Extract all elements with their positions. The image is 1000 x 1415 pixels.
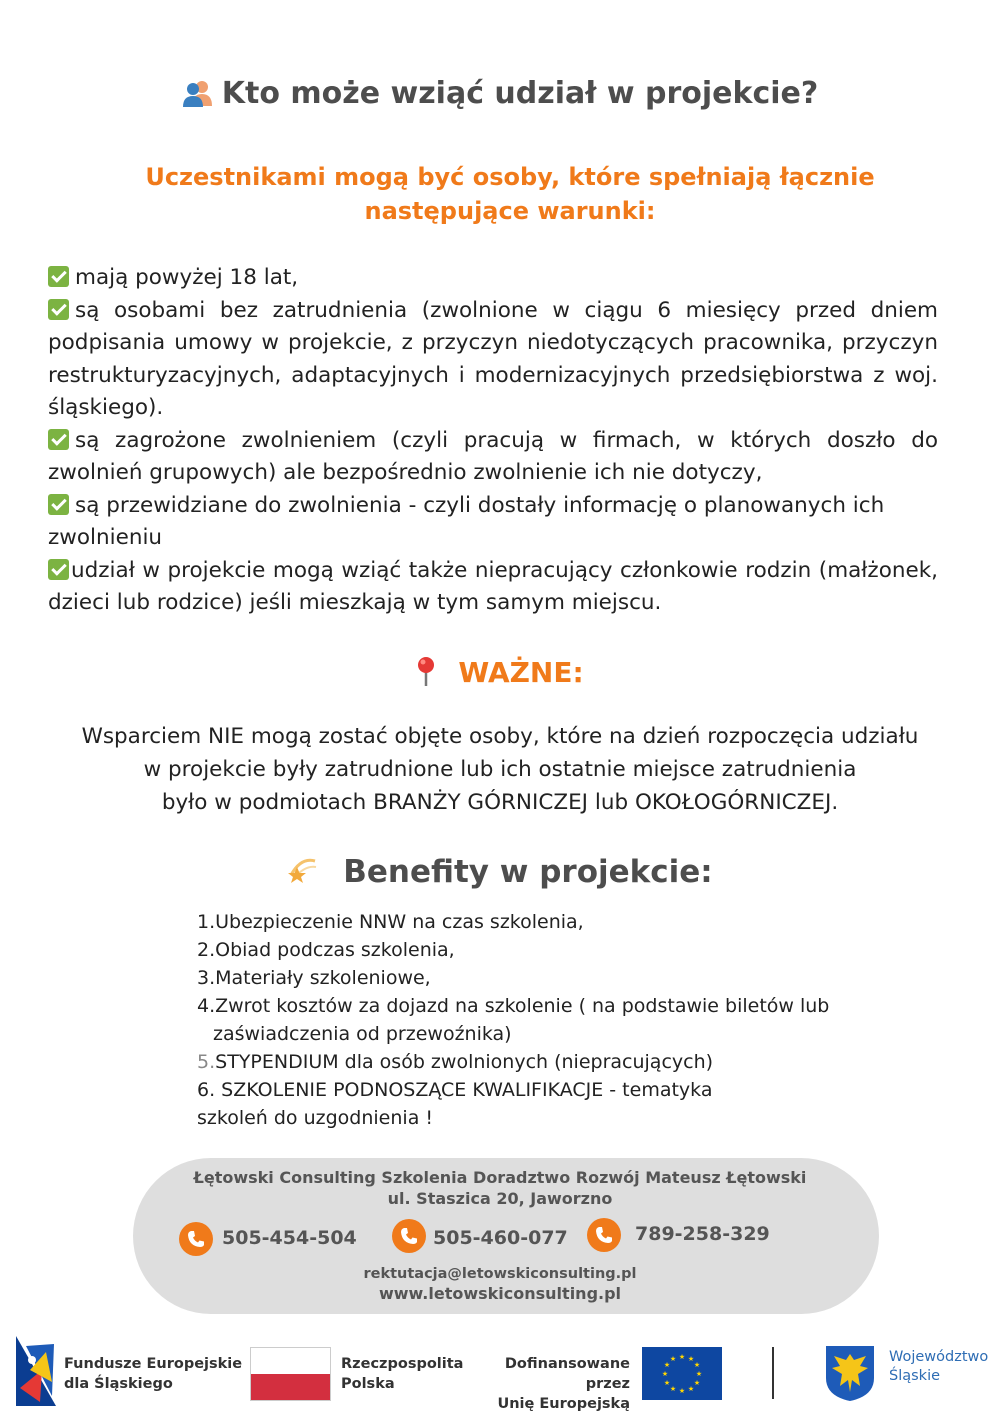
benefits-list — [197, 908, 857, 1132]
svg-text:★: ★ — [678, 1387, 686, 1395]
benefits-heading — [0, 854, 1000, 893]
list-item-continuation: zaświadczenia od przewoźnika) — [213, 1023, 512, 1045]
fe-line: Fundusze Europejskie — [64, 1356, 243, 1372]
important-line: w projekcie były zatrudnione lub ich ostatnie miejsce zatrudnienia — [143, 757, 857, 782]
svg-text:★: ★ — [663, 1379, 671, 1387]
rp-text — [341, 1354, 463, 1394]
email-link[interactable]: rektutacja@letowskiconsulting.pl — [363, 1266, 637, 1282]
condition-text: są zagrożone zwolnieniem (czyli pracują w firmach, w których doszło do zwolnień grupowych) ale bezpośrednio zwolnienie ich nie dotyczy, — [48, 427, 938, 485]
check-icon — [48, 559, 69, 580]
svg-text:★: ★ — [669, 1385, 677, 1393]
list-item — [48, 555, 938, 620]
list-item — [48, 262, 938, 295]
important-line: było w podmiotach BRANŻY GÓRNICZEJ lub OKOŁOGÓRNICZEJ. — [161, 790, 839, 815]
phone-number[interactable]: 505-454-504 — [222, 1227, 357, 1249]
fe-logo-icon — [16, 1336, 56, 1410]
list-item: 3.Materiały szkoleniowe, — [197, 967, 431, 989]
rp-line: Rzeczpospolita — [341, 1356, 464, 1372]
list-item: 2.Obiad podczas szkolenia, — [197, 939, 455, 961]
list-item: 4.Zwrot kosztów za dojazd na szkolenie ( na podstawie biletów lub — [197, 995, 830, 1017]
company-address: ul. Staszica 20, Jaworzno — [387, 1189, 613, 1208]
shooting-star-icon — [287, 855, 317, 893]
svg-text:★: ★ — [669, 1355, 677, 1363]
important-heading — [0, 656, 1000, 689]
important-line: Wsparciem NIE mogą zostać objęte osoby, które na dzień rozpoczęcia udziału — [81, 724, 919, 749]
company-name: Łętowski Consulting Szkolenia Doradztwo Rozwój Mateusz Łętowski — [193, 1168, 807, 1187]
important-text — [60, 720, 940, 819]
heading-text: Kto może wziąć udział w projekcie? — [221, 76, 819, 111]
important-label: WAŻNE: — [458, 656, 584, 689]
ws-text — [889, 1348, 988, 1386]
svg-text:★: ★ — [661, 1370, 669, 1378]
subtitle: Uczestnikami mogą być osoby, które spełniają łącznie następujące warunki: — [145, 163, 875, 225]
svg-text:★: ★ — [663, 1361, 671, 1369]
list-item: 6. SZKOLENIE PODNOSZĄCE KWALIFIKACJE - tematyka — [197, 1079, 713, 1101]
fe-text — [64, 1354, 242, 1394]
phone-icon — [392, 1219, 426, 1253]
list-item-text: STYPENDIUM dla osób zwolnionych (niepracujących) — [215, 1051, 714, 1073]
list-number: 5. — [197, 1051, 216, 1073]
phone-icon — [587, 1218, 621, 1252]
fe-line: dla Śląskiego — [64, 1376, 173, 1392]
svg-text:★: ★ — [693, 1361, 701, 1369]
list-item — [48, 490, 938, 555]
phone-icon — [179, 1222, 213, 1256]
condition-text: są przewidziane do zwolnienia - czyli dostały informację o planowanych ich zwolnieniu — [48, 492, 885, 550]
people-icon — [182, 79, 214, 115]
eu-text — [470, 1354, 630, 1414]
conditions-list — [48, 262, 938, 620]
divider — [772, 1347, 774, 1399]
ws-line: Śląskie — [889, 1368, 941, 1384]
check-icon — [48, 266, 69, 287]
svg-text:★: ★ — [695, 1370, 703, 1378]
benefits-title: Benefity w projekcie: — [343, 854, 713, 890]
website-link[interactable]: www.letowskiconsulting.pl — [378, 1284, 622, 1303]
eu-flag-icon — [642, 1347, 722, 1404]
svg-text:★: ★ — [687, 1385, 695, 1393]
pin-icon — [416, 656, 436, 688]
svg-text:★: ★ — [678, 1353, 686, 1361]
list-item — [197, 1048, 857, 1076]
phone-number[interactable]: 789-258-329 — [635, 1223, 770, 1245]
eu-line: Dofinansowane przez — [504, 1356, 630, 1392]
check-icon — [48, 429, 69, 450]
polish-flag-icon — [250, 1347, 331, 1401]
rp-line: Polska — [341, 1376, 395, 1392]
check-icon — [48, 494, 69, 515]
check-icon — [48, 299, 69, 320]
svg-text:★: ★ — [687, 1355, 695, 1363]
svg-text:★: ★ — [693, 1379, 701, 1387]
ws-line: Województwo — [889, 1349, 989, 1365]
eu-line: Unię Europejską — [497, 1396, 630, 1412]
list-item — [48, 295, 938, 425]
page-title — [0, 76, 1000, 115]
list-item: 1.Ubezpieczenie NNW na czas szkolenia, — [197, 911, 584, 933]
list-item-continuation: szkoleń do uzgodnienia ! — [197, 1107, 433, 1129]
phone-number[interactable]: 505-460-077 — [433, 1227, 568, 1249]
company-info — [0, 1167, 1000, 1209]
condition-text: udział w projekcie mogą wziąć także niepracujący członkowie rodzin (małżonek, dzieci lub rodzice) jeśli mieszkają w tym samym miejscu. — [48, 557, 938, 615]
silesia-eagle-icon — [824, 1344, 876, 1406]
condition-text: mają powyżej 18 lat, — [75, 265, 299, 290]
list-item — [48, 425, 938, 490]
condition-text: są osobami bez zatrudnienia (zwolnione w ciągu 6 miesięcy przed dniem podpisania umowy w projekcie, z przyczyn niedotyczących pracownika, przyczyn restrukturyzacyjnych, adaptacyjnych i modernizacyjnych przedsiębiorstwa z woj. śląskiego). — [48, 297, 938, 420]
